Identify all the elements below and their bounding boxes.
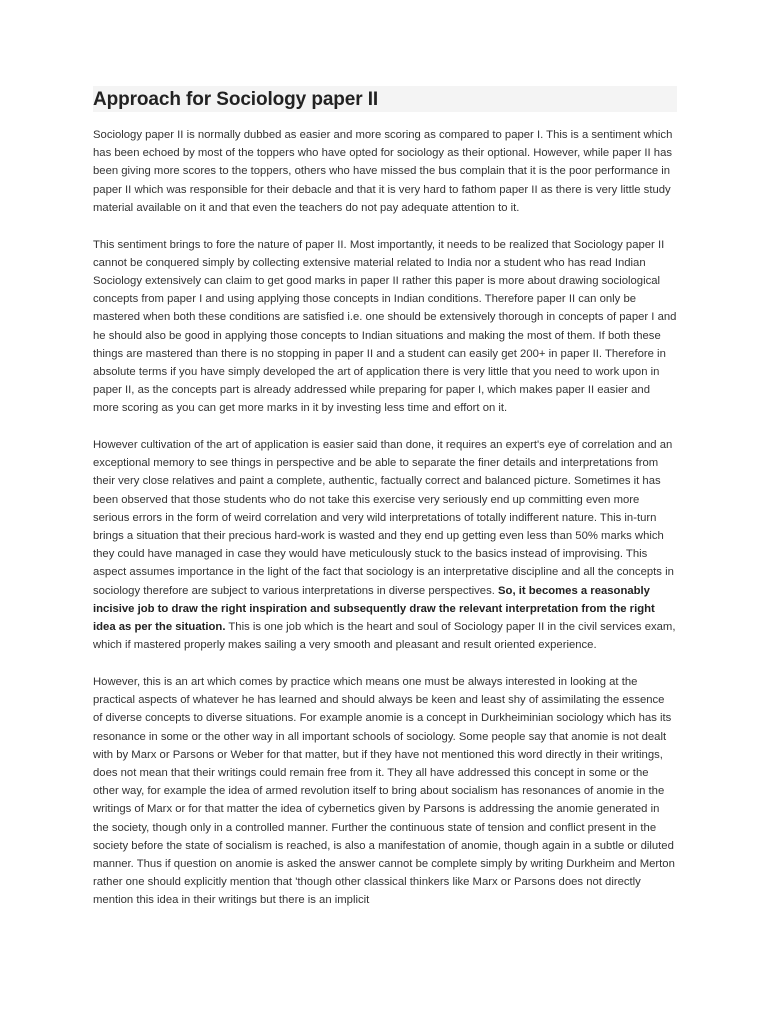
article-body xyxy=(93,126,677,910)
paragraph-2: This sentiment brings to fore the nature of paper II. Most importantly, it needs to be realized that Sociology paper II cannot be conquered simply by collecting extensive material related to India nor a student who has read Indian Sociology extensively can claim to get good marks in paper II rather this paper is more about drawing sociological concepts from paper I and using applying those concepts in Indian conditions. Therefore paper II can only be mastered when both these conditions are satisfied i.e. one should be extensively thorough in concepts of paper I and he should also be good in applying those concepts to Indian situations and making the most of them. If both these things are mastered than there is no stopping in paper II and a student can easily get 200+ in paper II. Therefore in absolute terms if you have simply developed the art of application there is very little that you need to work upon in paper II, as the concepts part is already addressed while preparing for paper I, which makes paper II easier and more scoring as you can get more marks in it by investing less time and effort on it. xyxy=(93,238,677,415)
title-bar xyxy=(93,86,677,112)
page-title: Approach for Sociology paper II xyxy=(93,89,379,110)
paragraph-3-bold-text: So, it becomes a reasonably incisive job to draw the right inspiration and subsequently draw the relevant interpretation from the right idea as per the situation. xyxy=(93,584,655,634)
paragraph-4: However, this is an art which comes by practice which means one must be always interested in looking at the practical aspects of whatever he has learned and should always be keen and least shy of assimilating the essence of diverse concepts to diverse situations. For example anomie is a concept in Durkheiminian sociology which has its resonance in some or the other way in all important schools of sociology. Some people say that anomie is not dealt with by Marx or Parsons or Weber for that matter, but if they have not mentioned this word directly in their writings, does not mean that their writings could remain free from it. They all have addressed this concept in some or the other way, for example the idea of armed revolution itself to bring about socialism has resonances of anomie in the writings of Marx or for that matter the idea of cybernetics given by Parsons is addressing the anomie generated in the society, though only in a controlled manner. Further the continuous state of tension and conflict present in the society before the state of socialism is reached, is also a manifestation of anomie, though again in a subtle or diluted manner. Thus if question on anomie is asked the answer cannot be complete simply by writing Durkheim and Merton rather one should explicitly mention that 'though other classical thinkers like Marx or Parsons does not directly mention this idea in their writings but there is an implicit xyxy=(93,675,675,907)
paragraph-3 xyxy=(93,436,677,654)
document-page xyxy=(93,86,677,928)
paragraph-3-text-before: However cultivation of the art of application is easier said than done, it requires an expert's eye of correlation and an exceptional memory to see things in perspective and be able to separate the finer details and interpretations from their very close relatives and paint a complete, authentic, factually correct and balanced picture. Sometimes it has been observed that those students who do not take this exercise very seriously end up committing even more serious errors in the form of weird correlation and very wild interpretations of totally indifferent nature. This in-turn brings a situation that their precious hard-work is wasted and they end up getting even less than 50% marks which they could have managed in case they would have meticulously stuck to the basics instead of improvising. This aspect assumes importance in the light of the fact that sociology is an interpretative discipline and all the concepts in sociology therefore are subject to various interpretations in diverse perspectives. xyxy=(93,439,674,597)
paragraph-1: Sociology paper II is normally dubbed as easier and more scoring as compared to paper I. This is a sentiment which has been echoed by most of the toppers who have opted for sociology as their optional. However, while paper II has been giving more scores to the toppers, others who have missed the bus complain that it is the poor performance in paper II which was responsible for their debacle and that it is very hard to fathom paper II as there is very little study material available on it and that even the teachers do not pay adequate attention to it. xyxy=(93,129,673,214)
paragraph-3-text-after: This is one job which is the heart and soul of Sociology paper II in the civil services exam, which if mastered properly makes sailing a very smooth and pleasant and result oriented experience. xyxy=(93,621,676,652)
